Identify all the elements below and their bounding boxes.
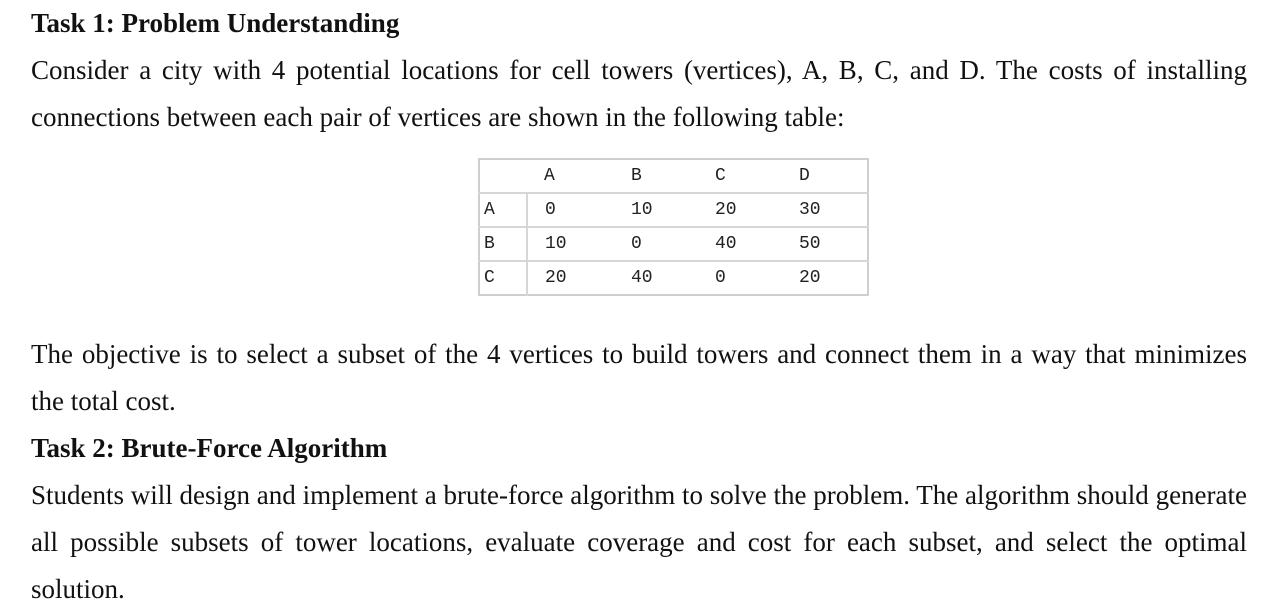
task1-objective-line: The objective is to select a subset of the 4 vertices to build towers and connect them in a way that minimizes <box>31 339 1247 369</box>
table-cell: 40 <box>701 227 785 261</box>
cost-table <box>478 158 869 296</box>
table-cell: 30 <box>785 193 868 227</box>
task2-body-line: all possible subsets of tower locations, evaluate coverage and cost for each subset, and select the optimal <box>31 527 1247 557</box>
table-cell: 20 <box>799 268 821 288</box>
table-cell: 0 <box>615 227 701 261</box>
table-row-label: C <box>479 261 527 295</box>
table-row-label: B <box>479 227 527 261</box>
table-cell: 0 <box>715 268 726 288</box>
task1-intro-line: Consider a city with 4 potential locations for cell towers (vertices), A, B, C, and D. The costs of installing <box>31 55 1247 85</box>
table-cell: 20 <box>701 193 785 227</box>
task1-heading: Task 1: Problem Understanding <box>31 8 400 38</box>
table-row-label: A <box>479 193 527 227</box>
table-row <box>479 261 868 295</box>
task2-body-line: Students will design and implement a brute-force algorithm to solve the problem. The algorithm should generate <box>31 480 1247 510</box>
table-header-cell: C <box>701 159 785 193</box>
document-body <box>31 0 1247 613</box>
task1-intro-paragraph <box>31 47 1247 141</box>
task2-heading: Task 2: Brute-Force Algorithm <box>31 433 388 463</box>
task2-body-line: solution. <box>31 574 125 604</box>
table-row <box>479 193 868 227</box>
table-cell: 50 <box>785 227 868 261</box>
table-cell: 10 <box>527 227 615 261</box>
task1-objective-paragraph <box>31 331 1247 425</box>
task2-body-paragraph <box>31 472 1247 613</box>
table-header-cell <box>479 159 527 193</box>
task1-objective-line: the total cost. <box>31 386 176 416</box>
table-cell: 20 <box>545 268 567 288</box>
table-header-cell: A <box>527 159 615 193</box>
task1-intro-line: connections between each pair of vertices are shown in the following table: <box>31 102 845 132</box>
table-header-cell: B <box>615 159 701 193</box>
table-header-cell: D <box>785 159 868 193</box>
table-cell: 0 <box>527 193 615 227</box>
table-cell: 10 <box>615 193 701 227</box>
cost-table-container <box>31 141 1247 331</box>
table-cell: 40 <box>631 268 653 288</box>
table-header-row <box>479 159 868 193</box>
table-row <box>479 227 868 261</box>
